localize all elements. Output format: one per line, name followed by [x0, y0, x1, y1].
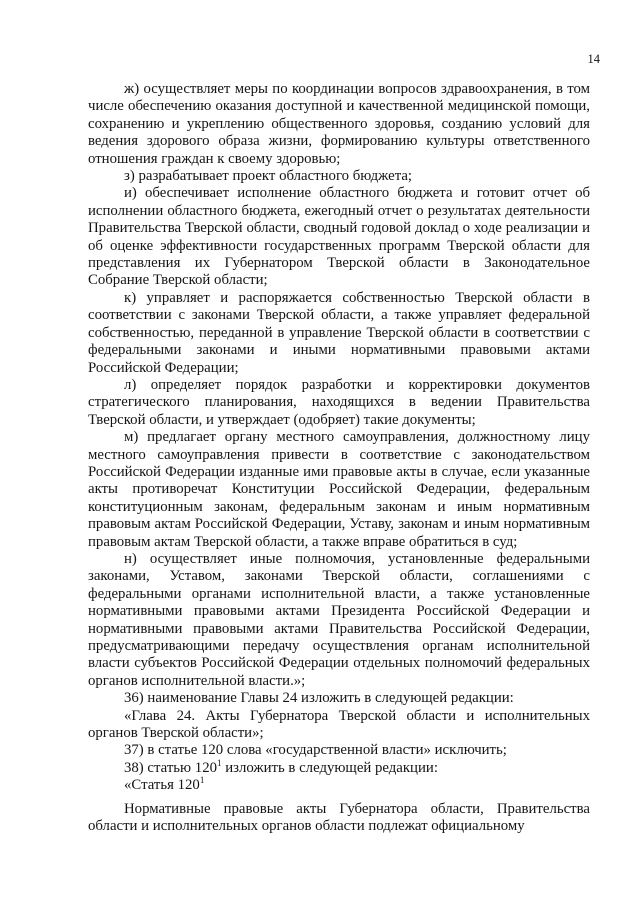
final-paragraph: Нормативные правовые акты Губернатора области, Правительства области и исполнительных органов области подлежат официальному [88, 800, 590, 835]
item-38-suffix: изложить в следующей редакции: [221, 759, 438, 776]
item-38-superscript: 1 [217, 757, 222, 768]
item-36: 36) наименование Главы 24 изложить в следующей редакции: [124, 690, 514, 707]
article-heading-text: «Статья 120 [124, 777, 200, 794]
paragraph-n: н) осуществляет иные полномочия, установленные федеральными законами, Уставом, законами Тверской области, соглашениями с федеральными органами исполнительной власти, а также установленные нормативными правовыми актами Президента Российской Федерации и нормативными правовыми актами Правительства Российской Федерации, предусматривающими передачу осуществления органам исполнительной власти субъектов Российской Федерации отдельных полномочий федеральных органов исполнительной власти.»; [88, 550, 590, 689]
paragraph-z: з) разрабатывает проект областного бюджета; [124, 168, 413, 185]
paragraph-zh: ж) осуществляет меры по координации вопросов здравоохранения, в том числе обеспечению оказания доступной и качественной медицинской помощи, сохранению и укреплению общественного здоровья, созданию условий для ведения здорового образа жизни, формированию культуры ответственного отношения граждан к своему здоровью; [88, 81, 590, 167]
article-120-1-heading [88, 777, 590, 794]
item-38 [88, 757, 590, 777]
paragraph-i: и) обеспечивает исполнение областного бюджета и готовит отчет об исполнении областного бюджета, ежегодный отчет о результатах деятельности Правительства Тверской области, сводный годовой доклад о ходе реализации и об оценке эффективности государственных программ Тверской области для представления их Губернатором Тверской области в Законодательное Собрание Тверской области; [88, 185, 590, 289]
article-heading-superscript: 1 [199, 775, 205, 786]
chapter-24-title: «Глава 24. Акты Губернатора Тверской области и исполнительных органов Тверской области»; [88, 707, 590, 742]
item-38-text: 38) статью 120 [124, 759, 217, 776]
paragraph-l: л) определяет порядок разработки и корректировки документов стратегического планирования, находящихся в ведении Правительства Тверской области, и утверждает (одобряет) такие документы; [88, 376, 590, 428]
page-number: 14 [587, 52, 600, 66]
paragraph-m: м) предлагает органу местного самоуправления, должностному лицу местного самоуправления привести в соответствие с законодательством Российской Федерации изданные ими правовые акты в случае, если указанные акты противоречат Конституции Российской Федерации, федеральным конституционным законам, федеральным законам и иным нормативным правовым актам Российской Федерации, Уставу, законам и иным нормативным правовым актам Тверской области, а также вправе обратиться в суд; [88, 429, 590, 550]
item-37: 37) в статье 120 слова «государственной власти» исключить; [124, 742, 507, 759]
paragraph-k: к) управляет и распоряжается собственностью Тверской области в соответствии с законами Тверской области, а также управляет федеральной собственностью, переданной в управление Тверской области в соответствии с федеральными законами и иными нормативными правовыми актами Российской Федерации; [88, 289, 590, 376]
document-body [88, 81, 590, 835]
